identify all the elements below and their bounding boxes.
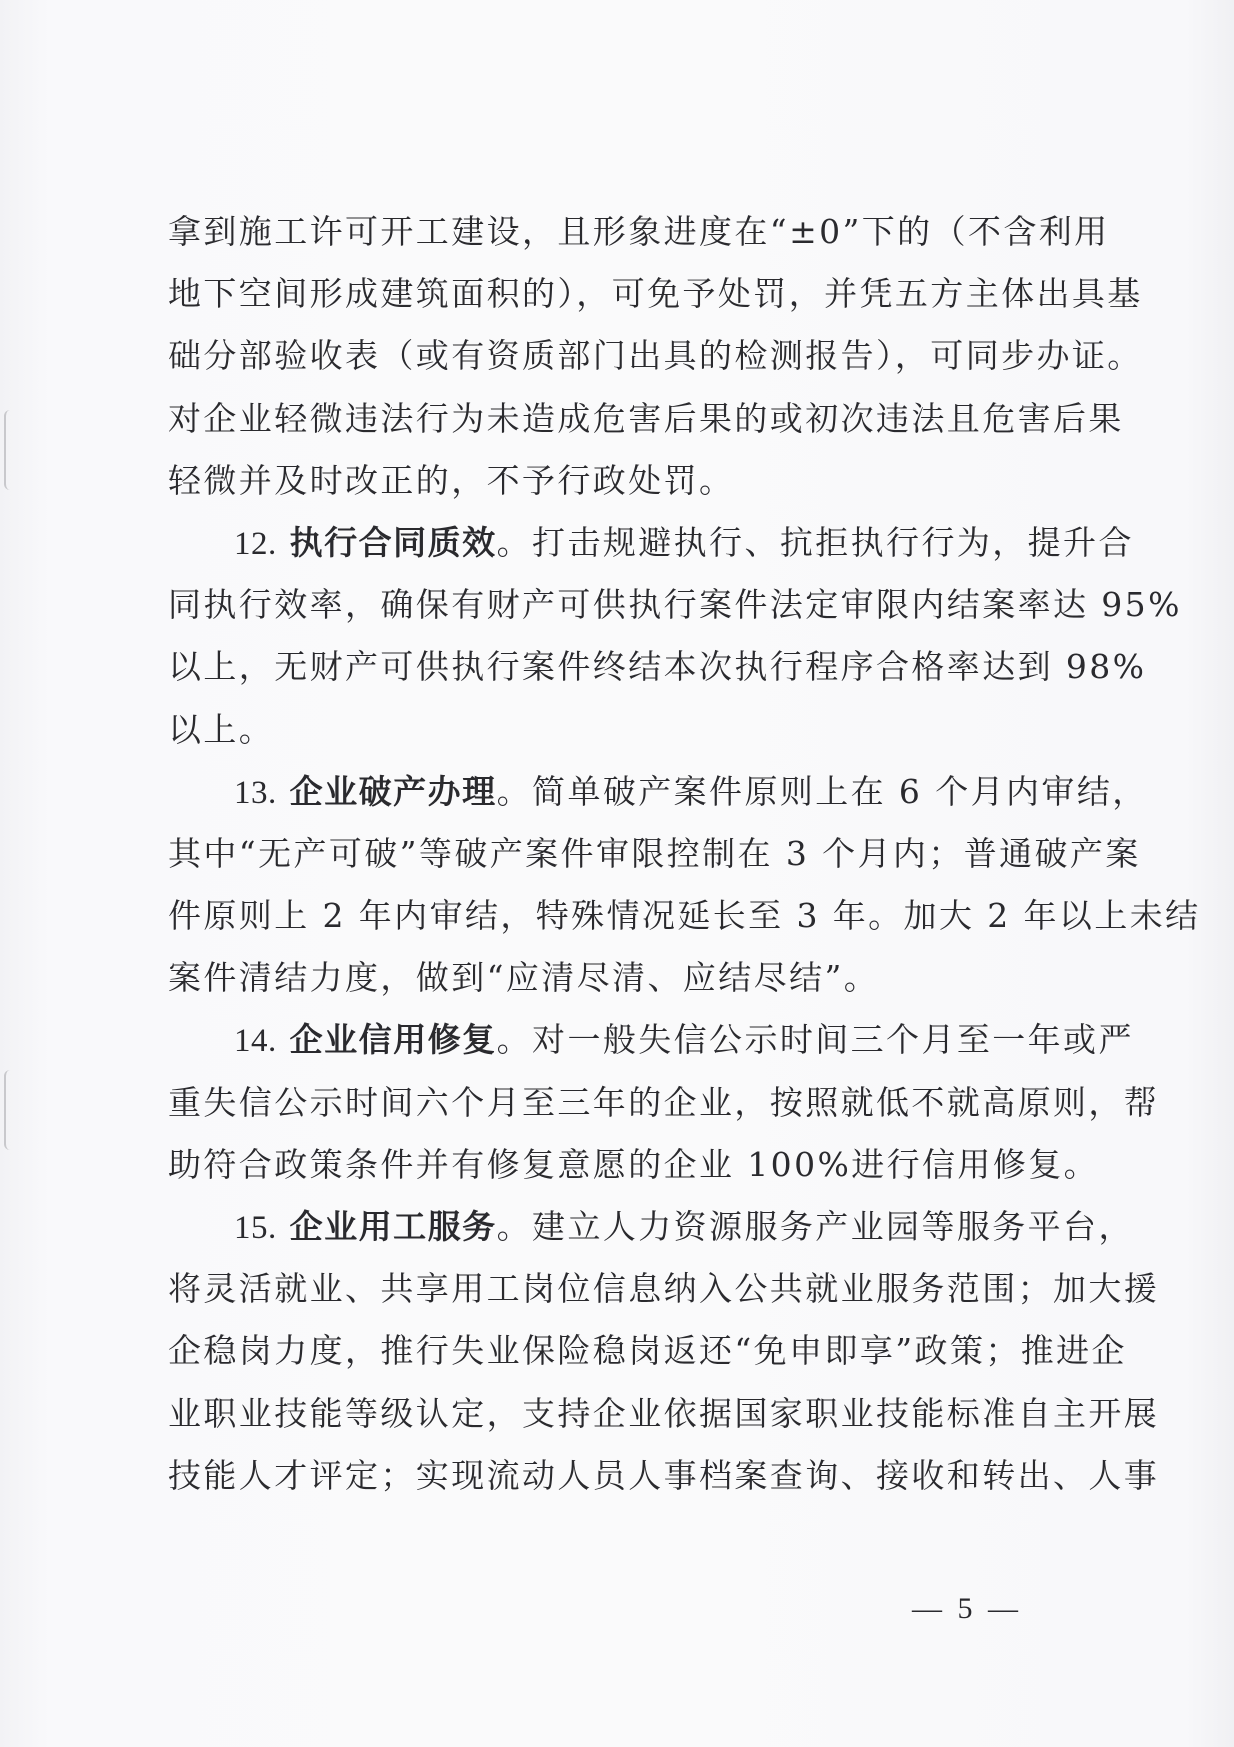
item-text: 。建立人力资源服务产业园等服务平台， — [496, 1207, 1134, 1246]
text-line: 对企业轻微违法行为未造成危害后果的或初次违法且危害后果 — [168, 398, 1124, 438]
item-number: 14. — [234, 1023, 277, 1060]
item-title: 企业破产办理 — [289, 771, 497, 811]
text-line: 以上，无财产可供执行案件终结本次执行程序合格率达到 98% — [168, 647, 1147, 687]
text-line: 其中“无产可破”等破产案件审限控制在 3 个月内；普通破产案 — [168, 833, 1141, 873]
text-line: 案件清结力度，做到“应清尽清、应结尽结”。 — [168, 958, 880, 998]
text-line: 件原则上 2 年内审结，特殊情况延长至 3 年。加大 2 年以上未结 — [168, 896, 1201, 936]
text-line: 技能人才评定；实现流动人员人事档案查询、接收和转出、人事 — [168, 1455, 1160, 1495]
text-line: 助符合政策条件并有修复意愿的企业 100%进行信用修复。 — [168, 1144, 1100, 1184]
document-body — [168, 201, 1201, 1507]
item-text: 。打击规避执行、抗拒执行行为，提升合 — [496, 522, 1134, 562]
item-title: 执行合同质效 — [289, 522, 497, 562]
item-number: 15. — [234, 1210, 277, 1246]
text-line: 业职业技能等级认定，支持企业依据国家职业技能标准自主开展 — [168, 1393, 1160, 1433]
item-number: 12. — [234, 525, 277, 562]
text-line: 地下空间形成建筑面积的），可免予处罚，并凭五方主体出具基 — [168, 274, 1143, 314]
item-13-heading-line — [168, 761, 1148, 823]
item-number: 13. — [234, 774, 277, 811]
text-line: 同执行效率，确保有财产可供执行案件法定审限内结案率达 95% — [168, 585, 1182, 625]
text-line: 础分部验收表（或有资质部门出具的检测报告），可同步办证。 — [168, 336, 1143, 376]
page-number: — 5 — — [912, 1592, 1022, 1625]
text-line: 企稳岗力度，推行失业保险稳岗返还“免申即享”政策；推进企 — [168, 1331, 1127, 1371]
item-text: 。对一般失信公示时间三个月至一年或严 — [496, 1020, 1134, 1060]
item-15-heading-line — [168, 1196, 1134, 1258]
item-title: 企业用工服务 — [289, 1207, 497, 1246]
item-title: 企业信用修复 — [289, 1020, 497, 1060]
text-line: 拿到施工许可开工建设，且形象进度在“±0”下的（不含利用 — [168, 212, 1110, 251]
text-line: 轻微并及时改正的，不予行政处罚。 — [168, 460, 735, 500]
text-line: 以上。 — [168, 709, 275, 749]
item-12-heading-line — [168, 512, 1134, 574]
text-line: 将灵活就业、共享用工岗位信息纳入公共就业服务范围；加大援 — [168, 1269, 1160, 1309]
binding-mark — [4, 410, 16, 490]
item-14-heading-line — [168, 1009, 1134, 1071]
binding-mark — [4, 1070, 16, 1150]
text-line: 重失信公示时间六个月至三年的企业，按照就低不就高原则，帮 — [168, 1082, 1160, 1122]
item-text: 。简单破产案件原则上在 6 个月内审结， — [496, 771, 1148, 811]
